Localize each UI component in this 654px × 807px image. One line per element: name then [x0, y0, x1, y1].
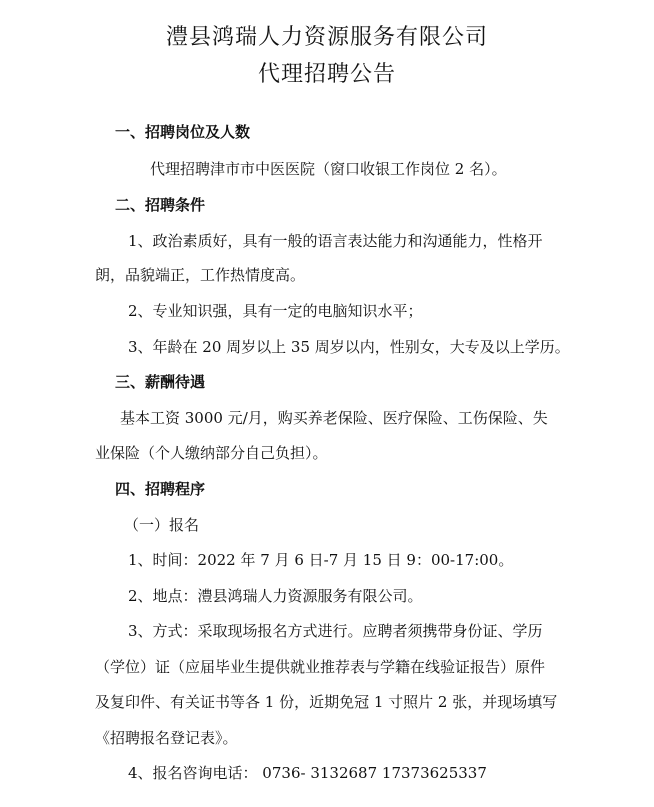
paragraph-line: 4、报名咨询电话： 0736- 3132687 17373625337 [128, 764, 487, 782]
paragraph-line: 1、政治素质好，具有一般的语言表达能力和沟通能力，性格开 [128, 232, 543, 250]
document-subtitle: 代理招聘公告 [257, 62, 396, 87]
paragraph-line: （学位）证（应届毕业生提供就业推荐表与学籍在线验证报告）原件 [95, 658, 546, 676]
paragraph-line: 2、专业知识强，具有一定的电脑知识水平； [128, 302, 423, 320]
paragraph-line: 基本工资 3000 元/月，购买养老保险、医疗保险、工伤保险、失 [120, 409, 548, 427]
paragraph-line: 1、时间：2022 年 7 月 6 日-7 月 15 日 9：00-17:00。 [128, 551, 514, 569]
paragraph-line: 2、地点：澧县鸿瑞人力资源服务有限公司。 [128, 587, 423, 605]
section-heading: 一、招聘岗位及人数 [115, 123, 251, 141]
paragraph-line: 及复印件、有关证书等各 1 份，近期免冠 1 寸照片 2 张，并现场填写 [95, 693, 558, 711]
section-heading: 四、招聘程序 [115, 480, 206, 498]
paragraph-line: 3、年龄在 20 周岁以上 35 周岁以内，性别女，大专及以上学历。 [128, 338, 570, 356]
paragraph-line: （一）报名 [124, 516, 200, 534]
section-heading: 三、薪酬待遇 [115, 373, 206, 391]
document-title: 澧县鸿瑞人力资源服务有限公司 [165, 25, 488, 50]
paragraph-line: 业保险（个人缴纳部分自己负担）。 [95, 444, 328, 462]
section-heading: 二、招聘条件 [115, 196, 206, 214]
paragraph-line: 3、方式：采取现场报名方式进行。应聘者须携带身份证、学历 [128, 622, 543, 640]
paragraph-line: 《招聘报名登记表》。 [95, 729, 238, 747]
paragraph-line: 朗，品貌端正，工作热情度高。 [95, 266, 306, 284]
paragraph-line: 代理招聘津市市中医医院（窗口收银工作岗位 2 名）。 [150, 160, 507, 178]
